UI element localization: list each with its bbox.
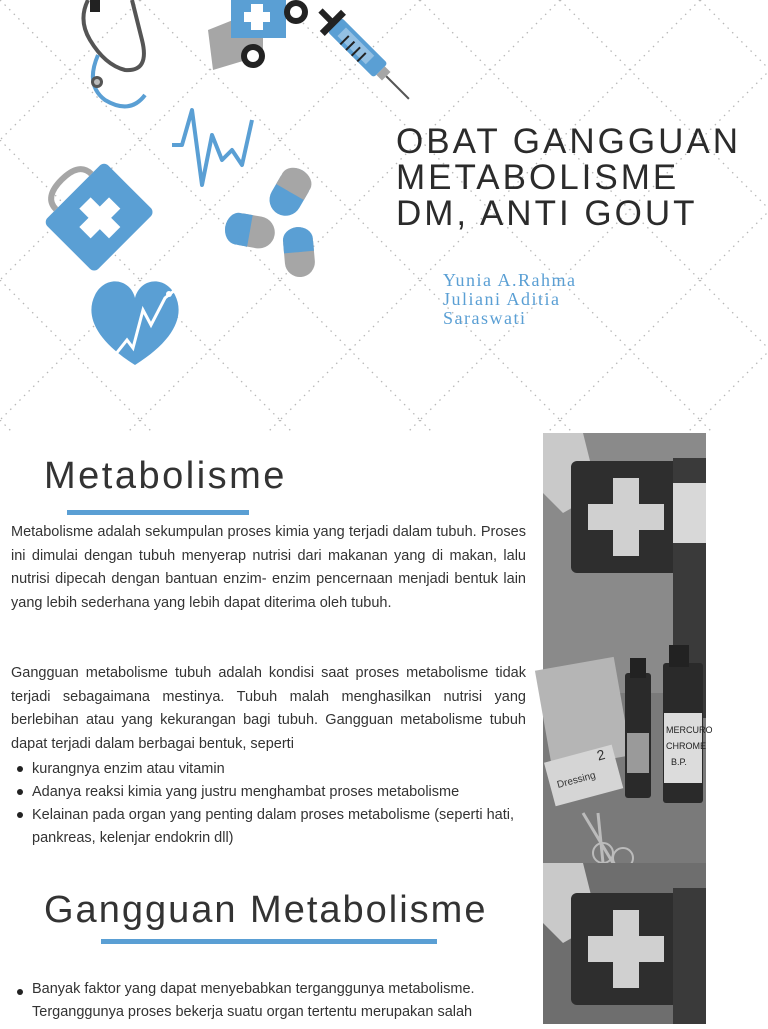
author-list bbox=[443, 271, 577, 328]
heading-underline bbox=[101, 939, 437, 944]
list-item: Banyak faktor yang dapat menyebabkan terganggunya metabolisme. Terganggunya proses bekerja suatu organ tertentu merupakan salah bbox=[11, 978, 526, 1024]
bullet-icon bbox=[17, 789, 23, 795]
ambulance-icon bbox=[203, 0, 313, 80]
bottle-label-line-1: MERCURO bbox=[666, 725, 713, 735]
bullet-icon bbox=[17, 766, 23, 772]
dressing-label: Dressing bbox=[555, 770, 597, 791]
disorder-forms-list bbox=[11, 758, 526, 850]
causes-list bbox=[11, 978, 526, 1024]
first-aid-kit-icon bbox=[42, 160, 152, 270]
heart-pulse-icon bbox=[85, 270, 185, 370]
medical-supplies-photo bbox=[543, 433, 713, 1024]
section-heading-metabolisme: Metabolisme bbox=[44, 455, 287, 497]
author-name: Juliani Aditia bbox=[443, 289, 561, 309]
title-line-2: METABOLISME bbox=[396, 158, 680, 197]
cover-panel bbox=[0, 0, 768, 432]
bottle-label-line-3: B.P. bbox=[671, 757, 687, 767]
syringe-icon bbox=[310, 0, 430, 120]
list-item: Adanya reaksi kimia yang justru menghambat proses metabolisme bbox=[11, 781, 526, 804]
paragraph-disorder: Gangguan metabolisme tubuh adalah kondisi saat proses metabolisme tidak terjadi sebagaimana mestinya. Tubuh malah menghasilkan nutrisi yang berlebihan atau yang kekurangan bagi tubuh. Gangguan metabolisme tubuh dapat terjadi dalam berbagai bentuk, seperti bbox=[11, 665, 526, 752]
document-title bbox=[396, 124, 756, 232]
bullet-icon bbox=[17, 989, 23, 995]
list-item: Kelainan pada organ yang penting dalam proses metabolisme (seperti hati, pankreas, kelenjar endokrin dll) bbox=[11, 804, 526, 850]
dressing-number: 2 bbox=[594, 746, 607, 764]
author-name: Saraswati bbox=[443, 308, 527, 328]
medical-supplies-illustration bbox=[543, 433, 713, 1024]
bullet-icon bbox=[17, 812, 23, 818]
stethoscope-icon bbox=[70, 0, 160, 115]
title-line-1: OBAT GANGGUAN bbox=[396, 122, 741, 161]
author-name: Yunia A.Rahma bbox=[443, 270, 577, 290]
section-heading-gangguan-metabolisme: Gangguan Metabolisme bbox=[44, 889, 488, 931]
list-item: kurangnya enzim atau vitamin bbox=[11, 758, 526, 781]
bottle-label-line-2: CHROME bbox=[666, 741, 706, 751]
capsule-icon bbox=[218, 162, 323, 282]
title-line-3: DM, ANTI GOUT bbox=[396, 194, 698, 233]
paragraph-definition: Metabolisme adalah sekumpulan proses kimia yang terjadi dalam tubuh. Proses ini dimulai dengan tubuh menyerap nutrisi dari makanan yang di makan, lalu nutrisi dipecah dengan bantuan enzim- enzim pencernaan menjadi bentuk lain yang lebih sederhana yang lebih dapat diterima oleh tubuh. bbox=[11, 524, 526, 611]
heading-underline bbox=[67, 510, 249, 515]
